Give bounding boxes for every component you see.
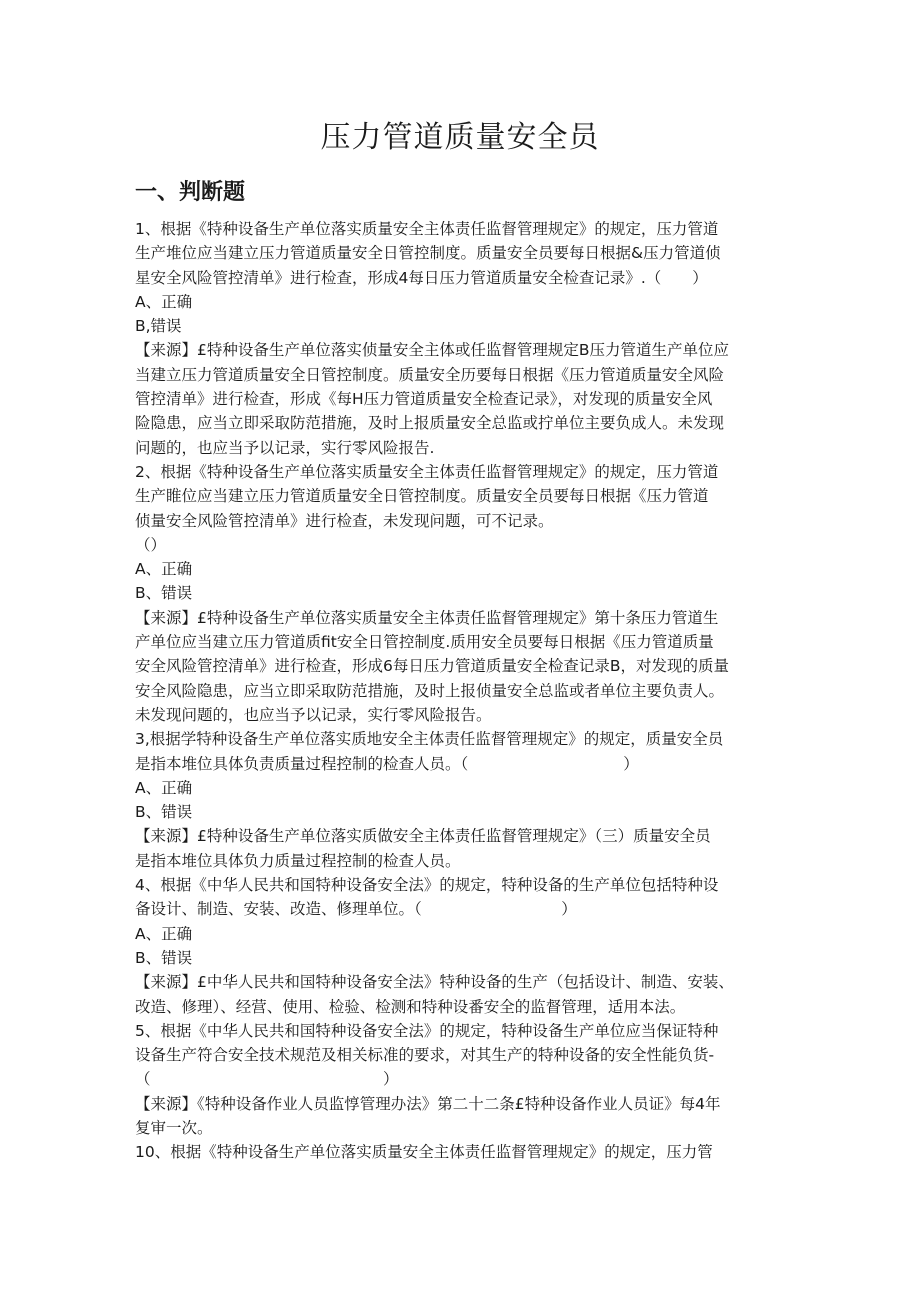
text-line: 1、根据《特种设备生产单位落实质量安全主体责任监督管理规定》的规定，压力管道 <box>135 220 719 238</box>
text-line: A、正确 <box>135 924 193 943</box>
text-line: A、正确 <box>135 292 193 311</box>
text-line: 安全风险管控清单》进行检查，形成6每日压力管道质量安全检查记录B，对发现的质量 <box>135 657 729 676</box>
text-line: 未发现问题的，也应当予以记录，实行零风险报告。 <box>135 705 492 724</box>
text-line: A、正确 <box>135 560 193 579</box>
text-line: B、错误 <box>135 584 193 603</box>
text-line: 是指本堆位具体负责质量过程控制的检查人员。（ ） <box>135 754 639 773</box>
text-line: 3,根据学特种设备生产单位落实质地安全主体责任监督管理规定》的规定，质量安全员 <box>135 730 724 749</box>
text-line: 星安全风险管控清单》进行检查，形成4每日压力管道质量安全检查记录》.（ ） <box>135 268 708 287</box>
text-line: 【来源】《特种设备作业人员监惇管理办法》第二十二条£特种设备作业人员证》每4年 <box>135 1094 721 1113</box>
text-line: B、错误 <box>135 803 193 822</box>
text-line: 生产睢位应当建立压力管道质量安全日管控制度。质量安全员要每日根据《压力管道 <box>135 487 709 506</box>
text-line: 10、根据《特种设备生产单位落实质量安全主体责任监督管理规定》的规定，压力管 <box>135 1143 713 1162</box>
text-line: 管控清单》进行检查，形成《每H压力管道质量安全检查记录》，对发现的质量安全风 <box>135 390 713 409</box>
document-body <box>135 217 787 1165</box>
text-line: 4、根据《中华人民共和国特种设备安全法》的规定，特种设备的生产单位包括特种设 <box>135 876 719 895</box>
text-line: B、错误 <box>135 948 193 967</box>
text-line: B,错误 <box>135 317 182 336</box>
section-heading: 一、判断题 <box>135 180 246 205</box>
text-line: 备设计、制造、安装、改造、修理单位。（ ） <box>135 900 577 919</box>
page-title: 压力管道质量安全员 <box>320 120 600 155</box>
text-line: （） <box>135 535 167 554</box>
text-line: 【来源】£特种设备生产单位落实质做安全主体责任监督管理规定》（三）质量安全员 <box>135 827 711 846</box>
text-line: 设备生产符合安全技术规范及相关标准的要求，对其生产的特种设备的安全性能负货- <box>135 1046 715 1065</box>
text-line: 改造、修理）、经营、使用、检验、检测和特种设番安全的监督管理，适用本法。 <box>135 997 686 1016</box>
text-line: A、正确 <box>135 778 193 797</box>
text-line: 【来源】£特种设备生产单位落实侦量安全主体或任监督管理规定B压力管道生产单位应 <box>135 341 729 360</box>
text-line: 生产堆位应当建立压力管道质量安全日管控制度。质量安全员要每日根据&压力管道侦 <box>135 244 721 263</box>
text-line: （ ） <box>135 1070 399 1089</box>
text-line: 5、根据《中华人民共和国特种设备安全法》的规定，特种设备生产单位应当保证特种 <box>135 1021 719 1040</box>
text-line: 2、根据《特种设备生产单位落实质量安全主体责任监督管理规定》的规定，压力管道 <box>135 462 719 481</box>
text-line: 产单位应当建立压力管道质fit安全日管控制度.质用安全员要每日根据《压力管道质量 <box>135 633 714 652</box>
text-line: 当建立压力管道质量安全日管控制度。质量安全历要每日根据《压力管道质量安全风险 <box>135 365 725 384</box>
text-line: 问题的，也应当予以记录，实行零风险报告. <box>135 438 435 457</box>
text-line: 【来源】£特种设备生产单位落实质量安全主体责任监督管理规定》第十条压力管道生 <box>135 608 719 627</box>
text-line: 【来源】£中华人民共和国特种设备安全法》特种设备的生产（包括设计、制造、安装、 <box>135 973 734 992</box>
text-line: 安全风险隐患，应当立即采取防范措施，及时上报侦量安全总监或者单位主要负责人。 <box>135 681 725 700</box>
text-line: 侦量安全风险管控清单》进行检查，未发现问题，可不记录。 <box>135 511 554 530</box>
text-line: 复审一次。 <box>135 1118 213 1137</box>
text-line: 是指本堆位具体负力质量过程控制的检查人员。 <box>135 851 461 870</box>
text-line: 险隐患，应当立即采取防范措施，及时上报质量安全总监或拧单位主要负成人。未发现 <box>135 414 725 433</box>
